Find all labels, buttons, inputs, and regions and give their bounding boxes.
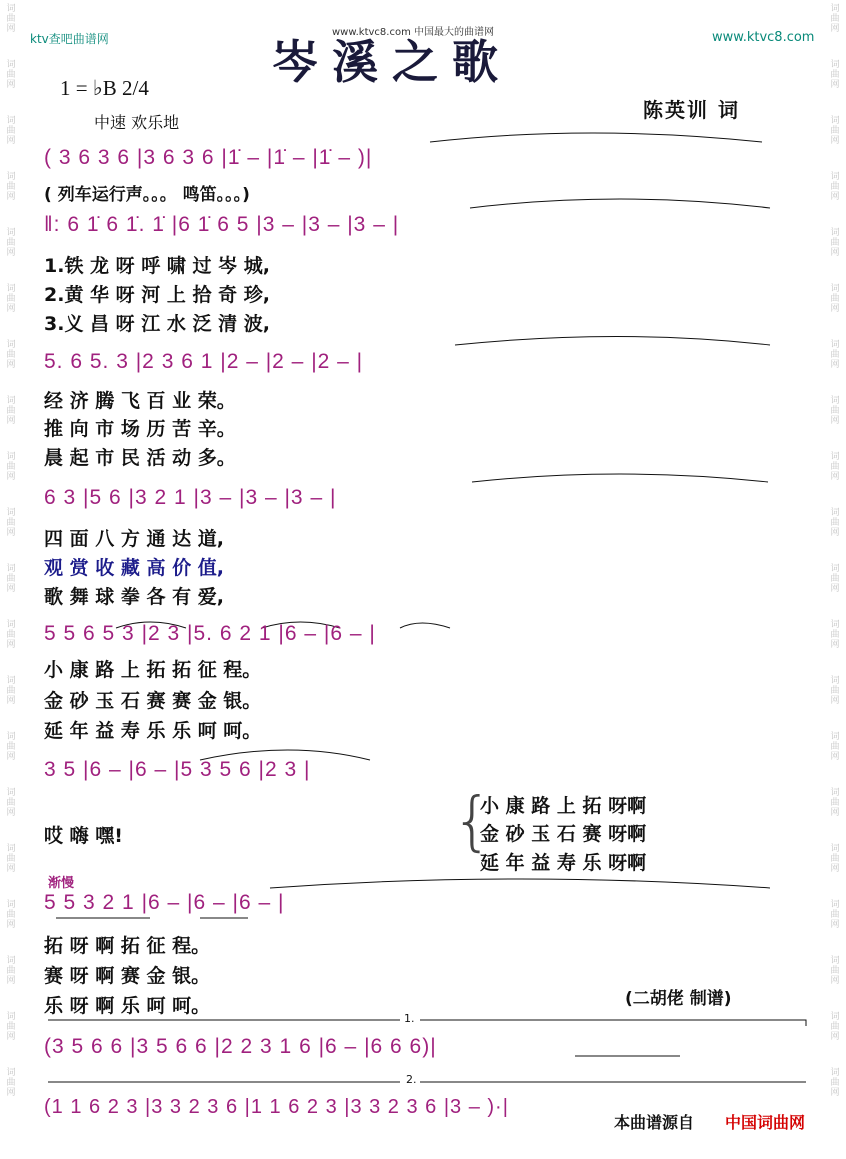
watermark-char: 网 bbox=[830, 416, 840, 426]
watermark-char: 曲 bbox=[6, 126, 16, 136]
watermark-char: 网 bbox=[830, 136, 840, 146]
watermark-char: 网 bbox=[6, 640, 16, 650]
score-line-4-notes: 6 3 |5 6 |3 2 1 |3 – |3 – |3 – | bbox=[44, 486, 337, 509]
watermark-char: 曲 bbox=[830, 574, 840, 584]
score-line-6-lyric-3: 延 年 益 寿 乐 呀啊 bbox=[480, 852, 647, 874]
watermark-char: 网 bbox=[830, 696, 840, 706]
watermark-char: 曲 bbox=[6, 294, 16, 304]
watermark-char: 曲 bbox=[6, 1078, 16, 1088]
watermark-char: 词 bbox=[830, 228, 840, 238]
score-line-7-lyric-1: 拓 呀 啊 拓 征 程。 bbox=[44, 935, 211, 957]
watermark-char: 曲 bbox=[830, 350, 840, 360]
watermark-char: 词 bbox=[830, 172, 840, 182]
watermark-char: 词 bbox=[6, 900, 16, 910]
watermark-char: 网 bbox=[6, 192, 16, 202]
watermark-char: 网 bbox=[830, 24, 840, 34]
watermark-char: 词 bbox=[6, 1012, 16, 1022]
watermark-char: 曲 bbox=[830, 406, 840, 416]
watermark-char: 曲 bbox=[830, 518, 840, 528]
watermark-char: 曲 bbox=[830, 14, 840, 24]
watermark-char: 词 bbox=[6, 564, 16, 574]
watermark-char: 词 bbox=[6, 956, 16, 966]
watermark-char: 曲 bbox=[6, 70, 16, 80]
watermark-char: 曲 bbox=[830, 126, 840, 136]
score-line-5-lyric-3: 延 年 益 寿 乐 乐 呵 呵。 bbox=[44, 720, 262, 742]
score-line-4-lyric-2: 观 赏 收 藏 高 价 值, bbox=[44, 557, 224, 579]
brace-symbol: { bbox=[452, 785, 493, 859]
first-ending-mark: 1. bbox=[404, 1012, 415, 1025]
watermark-char: 词 bbox=[6, 844, 16, 854]
watermark-char: 网 bbox=[6, 360, 16, 370]
watermark-char: 网 bbox=[6, 864, 16, 874]
watermark-char: 词 bbox=[830, 284, 840, 294]
watermark-char: 曲 bbox=[6, 574, 16, 584]
watermark-char: 词 bbox=[6, 396, 16, 406]
watermark-char: 曲 bbox=[6, 406, 16, 416]
watermark-char: 网 bbox=[830, 640, 840, 650]
watermark-char: 网 bbox=[830, 1032, 840, 1042]
watermark-char: 曲 bbox=[6, 1022, 16, 1032]
score-line-5-lyric-1: 小 康 路 上 拓 拓 征 程。 bbox=[44, 659, 262, 681]
watermark-char: 曲 bbox=[830, 462, 840, 472]
score-line-7-lyric-2: 赛 呀 啊 赛 金 银。 bbox=[44, 965, 211, 987]
score-line-5-notes: 5 5 6 5 3 |2 3 |5. 6 2 1 |6 – |6 – | bbox=[44, 622, 376, 645]
watermark-char: 词 bbox=[830, 452, 840, 462]
score-line-7-notes: 5 5 3 2 1 |6 – |6 – |6 – | bbox=[44, 891, 285, 914]
watermark-char: 曲 bbox=[830, 294, 840, 304]
score-line-6-lyric-1: 小 康 路 上 拓 呀啊 bbox=[480, 795, 647, 817]
watermark-char: 曲 bbox=[830, 1022, 840, 1032]
watermark-char: 词 bbox=[6, 116, 16, 126]
watermark-char: 网 bbox=[6, 136, 16, 146]
score-line-3-notes: 5. 6 5. 3 |2 3 6 1 |2 – |2 – |2 – | bbox=[44, 350, 364, 373]
watermark-char: 网 bbox=[830, 864, 840, 874]
header-right-site: www.ktvc8.com bbox=[712, 30, 815, 45]
watermark-char: 网 bbox=[6, 416, 16, 426]
watermark-char: 词 bbox=[830, 788, 840, 798]
watermark-char: 曲 bbox=[830, 910, 840, 920]
watermark-char: 曲 bbox=[830, 70, 840, 80]
watermark-char: 网 bbox=[6, 80, 16, 90]
watermark-char: 网 bbox=[830, 808, 840, 818]
watermark-char: 曲 bbox=[830, 1078, 840, 1088]
watermark-char: 网 bbox=[830, 192, 840, 202]
watermark-char: 网 bbox=[830, 304, 840, 314]
watermark-char: 网 bbox=[6, 472, 16, 482]
watermark-char: 网 bbox=[6, 752, 16, 762]
score-line-2-lyric-1: 1.铁 龙 呀 呼 啸 过 岑 城, bbox=[44, 255, 270, 277]
watermark-char: 曲 bbox=[830, 966, 840, 976]
watermark-char: 词 bbox=[6, 452, 16, 462]
watermark-char: 词 bbox=[6, 284, 16, 294]
score-line-3-lyric-1: 经 济 腾 飞 百 业 荣。 bbox=[44, 390, 236, 412]
watermark-char: 曲 bbox=[6, 742, 16, 752]
score-line-3-lyric-3: 晨 起 市 民 活 动 多。 bbox=[44, 447, 236, 469]
watermark-char: 词 bbox=[830, 60, 840, 70]
watermark-char: 词 bbox=[6, 4, 16, 14]
watermark-char: 词 bbox=[6, 732, 16, 742]
lyricist: 陈英训 词 bbox=[643, 98, 740, 122]
score-line-3-lyric-2: 推 向 市 场 历 苦 辛。 bbox=[44, 418, 236, 440]
watermark-char: 网 bbox=[6, 248, 16, 258]
watermark-char: 曲 bbox=[830, 686, 840, 696]
header-center-site: www.ktvc8.com 中国最大的曲谱网 bbox=[332, 27, 495, 38]
score-line-4-lyric-3: 歌 舞 球 拳 各 有 爱, bbox=[44, 586, 224, 608]
watermark-char: 网 bbox=[6, 584, 16, 594]
watermark-char: 曲 bbox=[830, 798, 840, 808]
watermark-char: 网 bbox=[6, 304, 16, 314]
watermark-char: 网 bbox=[6, 24, 16, 34]
watermark-char: 词 bbox=[6, 676, 16, 686]
watermark-char: 网 bbox=[830, 360, 840, 370]
watermark-char: 网 bbox=[6, 808, 16, 818]
score-line-2-notes: ‖: 6 1̇ 6 1̇. 1̇ |6 1̇ 6 5 |3 – |3 – |3 – | bbox=[44, 213, 400, 236]
watermark-char: 词 bbox=[830, 116, 840, 126]
watermark-char: 词 bbox=[6, 788, 16, 798]
watermark-char: 词 bbox=[830, 564, 840, 574]
watermark-char: 曲 bbox=[830, 854, 840, 864]
watermark-char: 词 bbox=[6, 172, 16, 182]
watermark-char: 曲 bbox=[6, 798, 16, 808]
song-title: 岑溪之歌 bbox=[272, 35, 512, 89]
watermark-char: 网 bbox=[6, 976, 16, 986]
watermark-char: 网 bbox=[830, 584, 840, 594]
watermark-char: 词 bbox=[830, 1068, 840, 1078]
watermark-char: 词 bbox=[830, 900, 840, 910]
watermark-char: 词 bbox=[6, 228, 16, 238]
score-line-1-text: ( 列车运行声。。。 鸣笛。。。) bbox=[44, 185, 250, 205]
watermark-char: 曲 bbox=[830, 742, 840, 752]
watermark-char: 曲 bbox=[830, 238, 840, 248]
watermark-char: 网 bbox=[6, 1088, 16, 1098]
score-line-1-notes: ( 3 6 3 6 |3 6 3 6 |1̇ – |1̇ – |1̇ – )| bbox=[44, 146, 373, 169]
watermark-char: 曲 bbox=[830, 182, 840, 192]
watermark-char: 词 bbox=[830, 676, 840, 686]
watermark-char: 词 bbox=[6, 340, 16, 350]
watermark-char: 网 bbox=[830, 1088, 840, 1098]
score-line-2-lyric-3: 3.义 昌 呀 江 水 泛 清 波, bbox=[44, 313, 270, 335]
watermark-char: 网 bbox=[830, 472, 840, 482]
watermark-char: 词 bbox=[830, 1012, 840, 1022]
watermark-char: 网 bbox=[6, 528, 16, 538]
score-line-5-lyric-2: 金 砂 玉 石 赛 赛 金 银。 bbox=[44, 690, 262, 712]
watermark-char: 曲 bbox=[6, 686, 16, 696]
first-ending-notes: (3 5 6 6 |3 5 6 6 |2 2 3 1 6 |6 – |6 6 6)| bbox=[44, 1035, 437, 1058]
score-line-2-lyric-2: 2.黄 华 呀 河 上 拾 奇 珍, bbox=[44, 284, 270, 306]
watermark-char: 词 bbox=[830, 4, 840, 14]
watermark-char: 曲 bbox=[6, 350, 16, 360]
watermark-char: 网 bbox=[830, 920, 840, 930]
watermark-char: 网 bbox=[830, 248, 840, 258]
watermark-char: 曲 bbox=[830, 630, 840, 640]
second-ending-mark: 2. bbox=[406, 1073, 417, 1086]
header-left-site: ktv查吧曲谱网 bbox=[30, 32, 109, 46]
watermark-char: 曲 bbox=[6, 462, 16, 472]
watermark-char: 词 bbox=[830, 508, 840, 518]
watermark-char: 网 bbox=[6, 920, 16, 930]
source-site-link[interactable]: 中国词曲网 bbox=[725, 1113, 806, 1132]
watermark-char: 词 bbox=[6, 1068, 16, 1078]
watermark-char: 曲 bbox=[6, 238, 16, 248]
watermark-char: 曲 bbox=[6, 14, 16, 24]
score-line-4-lyric-1: 四 面 八 方 通 达 道, bbox=[44, 528, 224, 550]
watermark-char: 曲 bbox=[6, 910, 16, 920]
watermark-char: 曲 bbox=[6, 854, 16, 864]
watermark-char: 词 bbox=[830, 620, 840, 630]
watermark-char: 曲 bbox=[6, 966, 16, 976]
watermark-char: 网 bbox=[830, 80, 840, 90]
watermark-char: 词 bbox=[830, 844, 840, 854]
watermark-char: 曲 bbox=[6, 630, 16, 640]
watermark-char: 词 bbox=[6, 508, 16, 518]
second-ending-notes: (1 1 6 2 3 |3 3 2 3 6 |1 1 6 2 3 |3 3 2 3 6 |3 – )·| bbox=[44, 1096, 509, 1118]
score-line-6-interjection: 哎 嗨 嘿! bbox=[44, 825, 123, 847]
arranger-credit: (二胡佬 制谱) bbox=[625, 989, 732, 1009]
key-signature: 1 = ♭B 2/4 bbox=[60, 76, 149, 100]
watermark-char: 网 bbox=[6, 696, 16, 706]
score-line-7-lyric-3: 乐 呀 啊 乐 呵 呵。 bbox=[44, 995, 211, 1017]
watermark-char: 网 bbox=[830, 976, 840, 986]
source-label: 本曲谱源自 bbox=[614, 1113, 695, 1132]
score-line-6-lyric-2: 金 砂 玉 石 赛 呀啊 bbox=[480, 823, 647, 845]
watermark-char: 词 bbox=[830, 956, 840, 966]
tempo-marking: 中速 欢乐地 bbox=[94, 113, 180, 132]
watermark-char: 词 bbox=[6, 620, 16, 630]
watermark-char: 词 bbox=[830, 396, 840, 406]
watermark-char: 网 bbox=[6, 1032, 16, 1042]
watermark-char: 网 bbox=[830, 528, 840, 538]
watermark-char: 曲 bbox=[6, 518, 16, 528]
watermark-char: 网 bbox=[830, 752, 840, 762]
ritardando-mark: 渐慢 bbox=[48, 876, 75, 891]
watermark-char: 词 bbox=[830, 732, 840, 742]
watermark-char: 词 bbox=[6, 60, 16, 70]
watermark-char: 词 bbox=[830, 340, 840, 350]
watermark-char: 曲 bbox=[6, 182, 16, 192]
score-line-6-notes: 3 5 |6 – |6 – |5 3 5 6 |2 3 | bbox=[44, 758, 311, 781]
